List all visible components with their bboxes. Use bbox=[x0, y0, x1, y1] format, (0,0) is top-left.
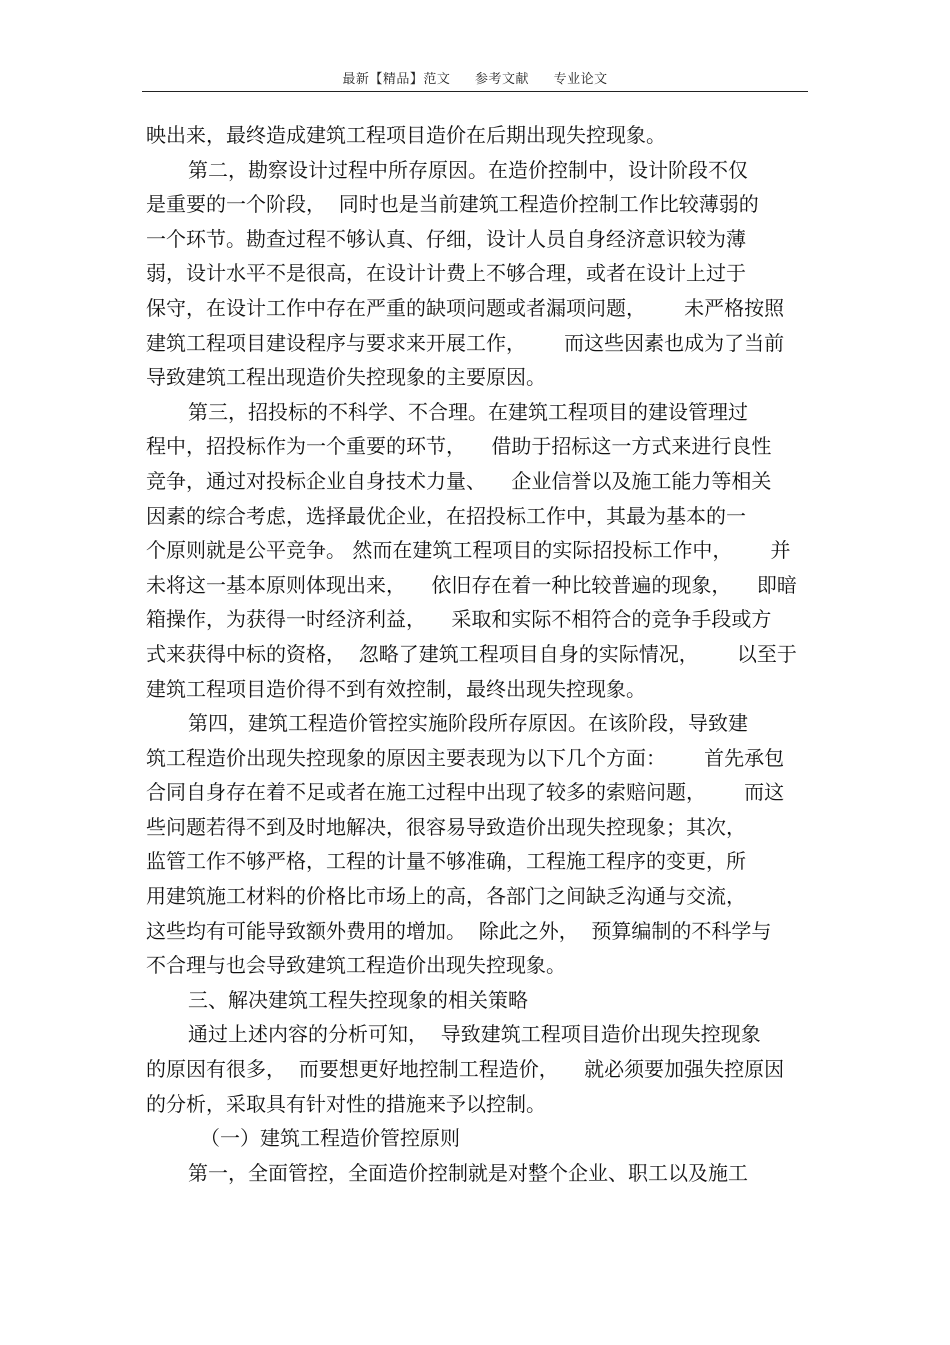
text-line: 三、解决建筑工程失控现象的相关策略 bbox=[188, 987, 528, 1012]
header-item-0: 最新【精品】范文 bbox=[342, 72, 451, 87]
text-line: 因素的综合考虑，选择最优企业，在招投标工作中，其最为基本的一 bbox=[146, 503, 746, 528]
text-line: 不合理与也会导致建筑工程造价出现失控现象。 bbox=[146, 953, 566, 978]
text-line: 的分析，采取具有针对性的措施来予以控制。 bbox=[146, 1091, 546, 1116]
text-line: 合同自身存在着不足或者在施工过程中出现了较多的索赔问题， 而这 bbox=[146, 780, 785, 805]
text-line: 弱，设计水平不是很高，在设计计费上不够合理，或者在设计上过于 bbox=[146, 261, 746, 286]
text-line: 映出来，最终造成建筑工程项目造价在后期出现失控现象。 bbox=[146, 123, 666, 147]
page-header bbox=[142, 68, 808, 87]
text-line: 这些均有可能导致额外费用的增加。 除此之外， 预算编制的不科学与 bbox=[146, 918, 772, 943]
header-item-1: 参考文献 bbox=[474, 72, 529, 87]
text-line: 通过上述内容的分析可知， 导致建筑工程项目造价出现失控现象 bbox=[188, 1022, 761, 1047]
text-line: 是重要的一个阶段， 同时也是当前建筑工程造价控制工作比较薄弱的 bbox=[146, 192, 759, 217]
header-item-2: 专业论文 bbox=[553, 72, 608, 87]
text-line: 建筑工程项目建设程序与要求来开展工作， 而这些因素也成为了当前 bbox=[146, 330, 785, 355]
text-line: 筑工程造价出现失控现象的原因主要表现为以下几个方面： 首先承包 bbox=[146, 745, 785, 770]
text-line: 未将这一基本原则体现出来， 依旧存在着一种比较普遍的现象， 即暗 bbox=[146, 572, 797, 597]
text-line: 式来获得中标的资格， 忽略了建筑工程项目自身的实际情况， 以至于 bbox=[146, 641, 797, 666]
text-line: 导致建筑工程出现造价失控现象的主要原因。 bbox=[146, 365, 546, 390]
text-line: 程中，招投标作为一个重要的环节， 借助于招标这一方式来进行良性 bbox=[146, 434, 772, 459]
text-line: 用建筑施工材料的价格比市场上的高，各部门之间缺乏沟通与交流， bbox=[146, 884, 746, 909]
text-line: 第一，全面管控，全面造价控制就是对整个企业、职工以及施工 bbox=[188, 1160, 748, 1185]
text-line: 第四，建筑工程造价管控实施阶段所存原因。在该阶段，导致建 bbox=[188, 711, 748, 736]
text-line: （一）建筑工程造价管控原则 bbox=[200, 1126, 460, 1151]
text-line: 监管工作不够严格，工程的计量不够准确，工程施工程序的变更，所 bbox=[146, 849, 746, 874]
document-body bbox=[146, 118, 810, 1190]
text-line: 些问题若得不到及时地解决，很容易导致造价出现失控现象；其次， bbox=[146, 814, 746, 839]
text-line: 一个环节。勘查过程不够认真、仔细，设计人员自身经济意识较为薄 bbox=[146, 226, 746, 251]
text-line: 箱操作，为获得一时经济利益， 采取和实际不相符合的竞争手段或方 bbox=[146, 607, 772, 632]
text-line: 竞争，通过对投标企业自身技术力量、 企业信誉以及施工能力等相关 bbox=[146, 468, 772, 493]
text-line: 建筑工程项目造价得不到有效控制，最终出现失控现象。 bbox=[146, 676, 646, 701]
header-divider bbox=[142, 91, 808, 92]
text-line: 的原因有很多， 而要想更好地控制工程造价， 就必须要加强失控原因 bbox=[146, 1057, 785, 1082]
text-line: 第三，招投标的不科学、不合理。在建筑工程项目的建设管理过 bbox=[188, 399, 748, 424]
text-line: 个原则就是公平竞争。 然而在建筑工程项目的实际招投标工作中， 并 bbox=[146, 538, 791, 563]
text-line: 保守，在设计工作中存在严重的缺项问题或者漏项问题， 未严格按照 bbox=[146, 295, 785, 320]
text-line: 第二，勘察设计过程中所存原因。在造价控制中，设计阶段不仅 bbox=[188, 157, 748, 182]
